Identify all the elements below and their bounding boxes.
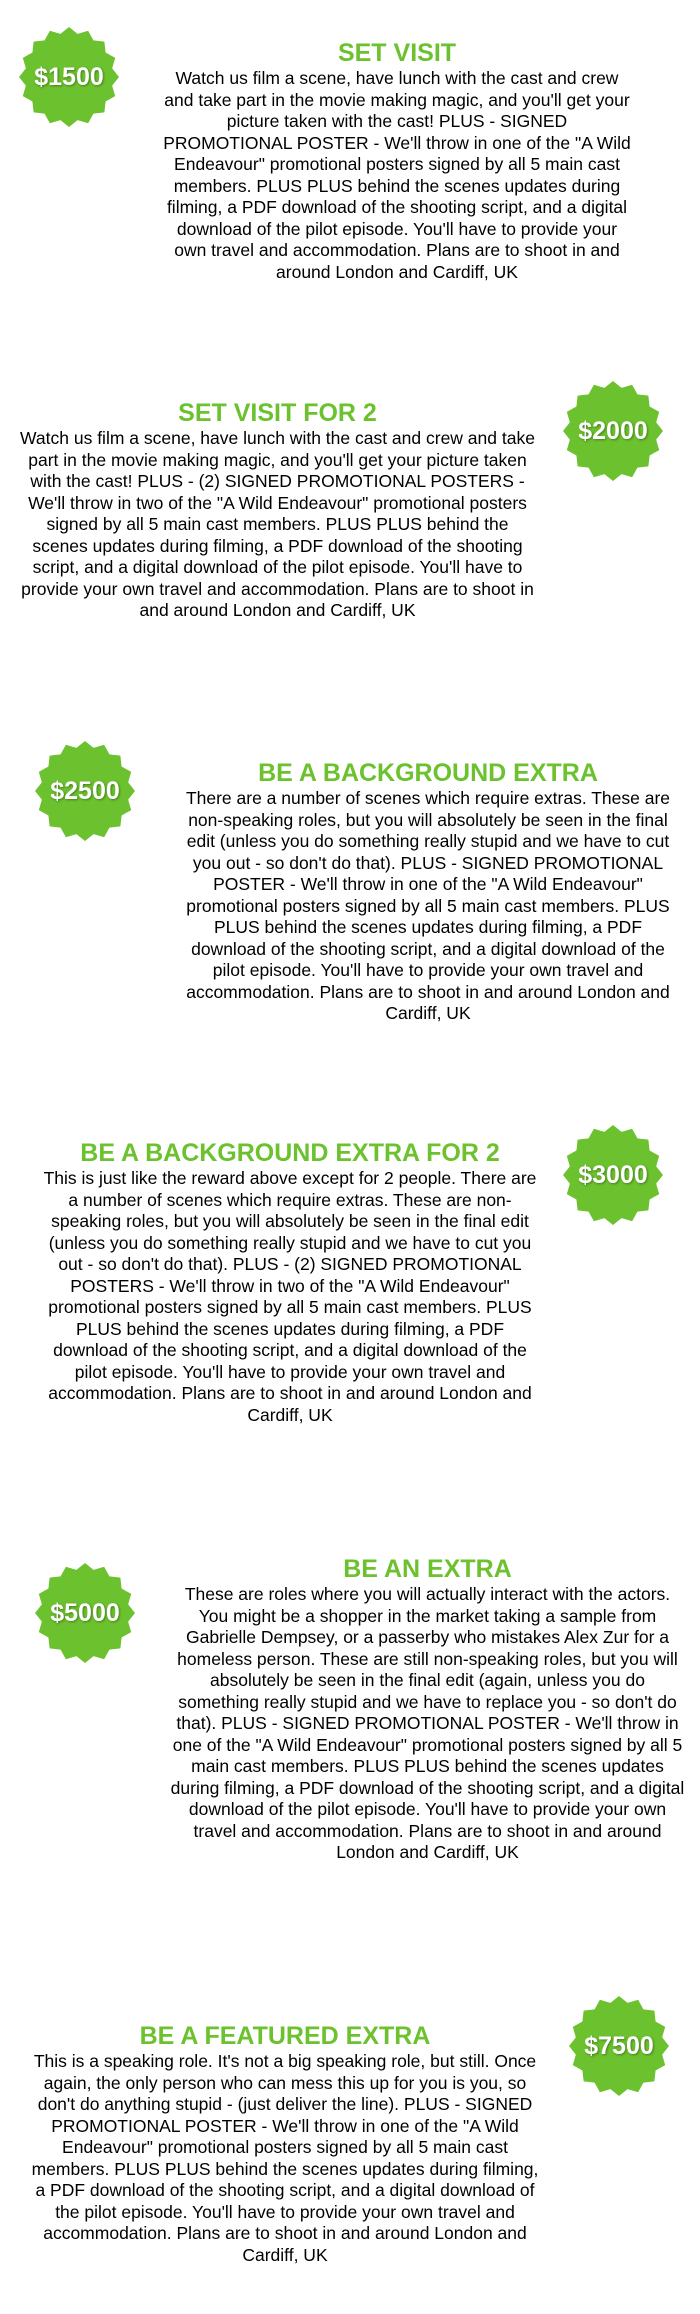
price-label: $1500 [34,63,104,91]
reward-set-visit-for-2 [0,380,700,710]
price-badge [562,1124,664,1226]
reward-title: SET VISIT [337,39,457,67]
reward-title: BE A BACKGROUND EXTRA [258,759,598,787]
price-badge [34,1562,136,1664]
reward-content [40,1138,540,1426]
price-label: $5000 [50,1599,120,1627]
reward-description: This is a speaking role. It's not a big speaking role, but still. Once again, the only person who can mess this up for you is you, so don't do anything stupid - (just deliver the line). PLUS - SIGNED PROMOTIONAL POSTER - We'll throw in one of the "A Wild Endeavour" promotional posters signed by all 5 main cast members. PLUS PLUS behind the scenes updates during filming, a PDF download of the shooting script, and a digital download of the pilot episode. You'll have to provide your own travel and accommodation. Plans are to shoot in and around London and Cardiff, UK [31,2051,539,2265]
reward-title: SET VISIT FOR 2 [178,399,377,427]
reward-background-extra-for-2 [0,1124,700,1484]
reward-description: There are a number of scenes which require extras. These are non-speaking roles, but you will absolutely be seen in the final edit (unless you do something really stupid and we have to cut you out - so don't do that). PLUS - SIGNED PROMOTIONAL POSTER - We'll throw in one of the "A Wild Endeavour" promotional posters signed by all 5 main cast members. PLUS PLUS behind the scenes updates during filming, a PDF download of the shooting script, and a digital download of the pilot episode. You'll have to provide your own travel and accommodation. Plans are to shoot in and around London and Cardiff, UK [185,788,671,1023]
price-label: $7500 [584,2032,654,2060]
reward-content [178,758,678,1025]
reward-title: BE A BACKGROUND EXTRA FOR 2 [80,1139,500,1167]
reward-description: Watch us film a scene, have lunch with the cast and crew and take part in the movie making magic, and you'll get your picture taken with the cast! PLUS - (2) SIGNED PROMOTIONAL POSTERS - We'll throw in two of the "A Wild Endeavour" promotional posters signed by all 5 main cast members. PLUS PLUS behind the scenes updates during filming, a PDF download of the shooting script, and a digital download of the pilot episode. You'll have to provide your own travel and accommodation. Plans are to shoot in and around London and Cardiff, UK [20,428,535,620]
reward-an-extra [0,1540,700,1940]
price-label: $3000 [578,1161,648,1189]
reward-content [170,1554,685,1864]
reward-description: Watch us film a scene, have lunch with the cast and crew and take part in the movie making magic, and you'll get your picture taken with the cast! PLUS - SIGNED PROMOTIONAL POSTER - We'll throw in one of the "A Wild Endeavour" promotional posters signed by all 5 main cast members. PLUS PLUS behind the scenes updates during filming, a PDF download of the shooting script, and a digital download of the pilot episode. You'll have to provide your own travel and accommodation. Plans are to shoot in and around London and Cardiff, UK [163,68,631,282]
reward-content [30,2021,540,2266]
reward-background-extra [0,740,700,1080]
reward-title: BE A FEATURED EXTRA [139,2022,431,2050]
price-label: $2000 [578,417,648,445]
price-badge [568,1995,670,2097]
reward-set-visit [0,0,700,340]
reward-featured-extra [0,1995,700,2310]
reward-content [20,398,535,622]
reward-description: This is just like the reward above except for 2 people. There are a number of scenes which require extras. These are non-speaking roles, but you will absolutely be seen in the final edit (unless you do something really stupid and we have to cut you out - so don't do that). PLUS - (2) SIGNED PROMOTIONAL POSTERS - We'll throw in two of the "A Wild Endeavour" promotional posters signed by all 5 main cast members. PLUS PLUS behind the scenes updates during filming, a PDF download of the shooting script, and a digital download of the pilot episode. You'll have to provide your own travel and accommodation. Plans are to shoot in and around London and Cardiff, UK [43,1168,537,1425]
price-badge [18,26,120,128]
reward-description: These are roles where you will actually interact with the actors. You might be a shopper in the market taking a sample from Gabrielle Dempsey, or a passerby who mistakes Alex Zur for a homeless person. These are still non-speaking roles, but you will absolutely be seen in the final edit (again, unless you do something really stupid and we have to replace you - so don't do that). PLUS - SIGNED PROMOTIONAL POSTER - We'll throw in one of the "A Wild Endeavour" promotional posters signed by all 5 main cast members. PLUS PLUS behind the scenes updates during filming, a PDF download of the shooting script, and a digital download of the pilot episode. You'll have to provide your own travel and accommodation. Plans are to shoot in and around London and Cardiff, UK [170,1584,685,1862]
price-label: $2500 [50,777,120,805]
price-badge [34,740,136,842]
price-badge [562,380,664,482]
reward-content [162,38,632,283]
reward-title: BE AN EXTRA [343,1555,512,1583]
